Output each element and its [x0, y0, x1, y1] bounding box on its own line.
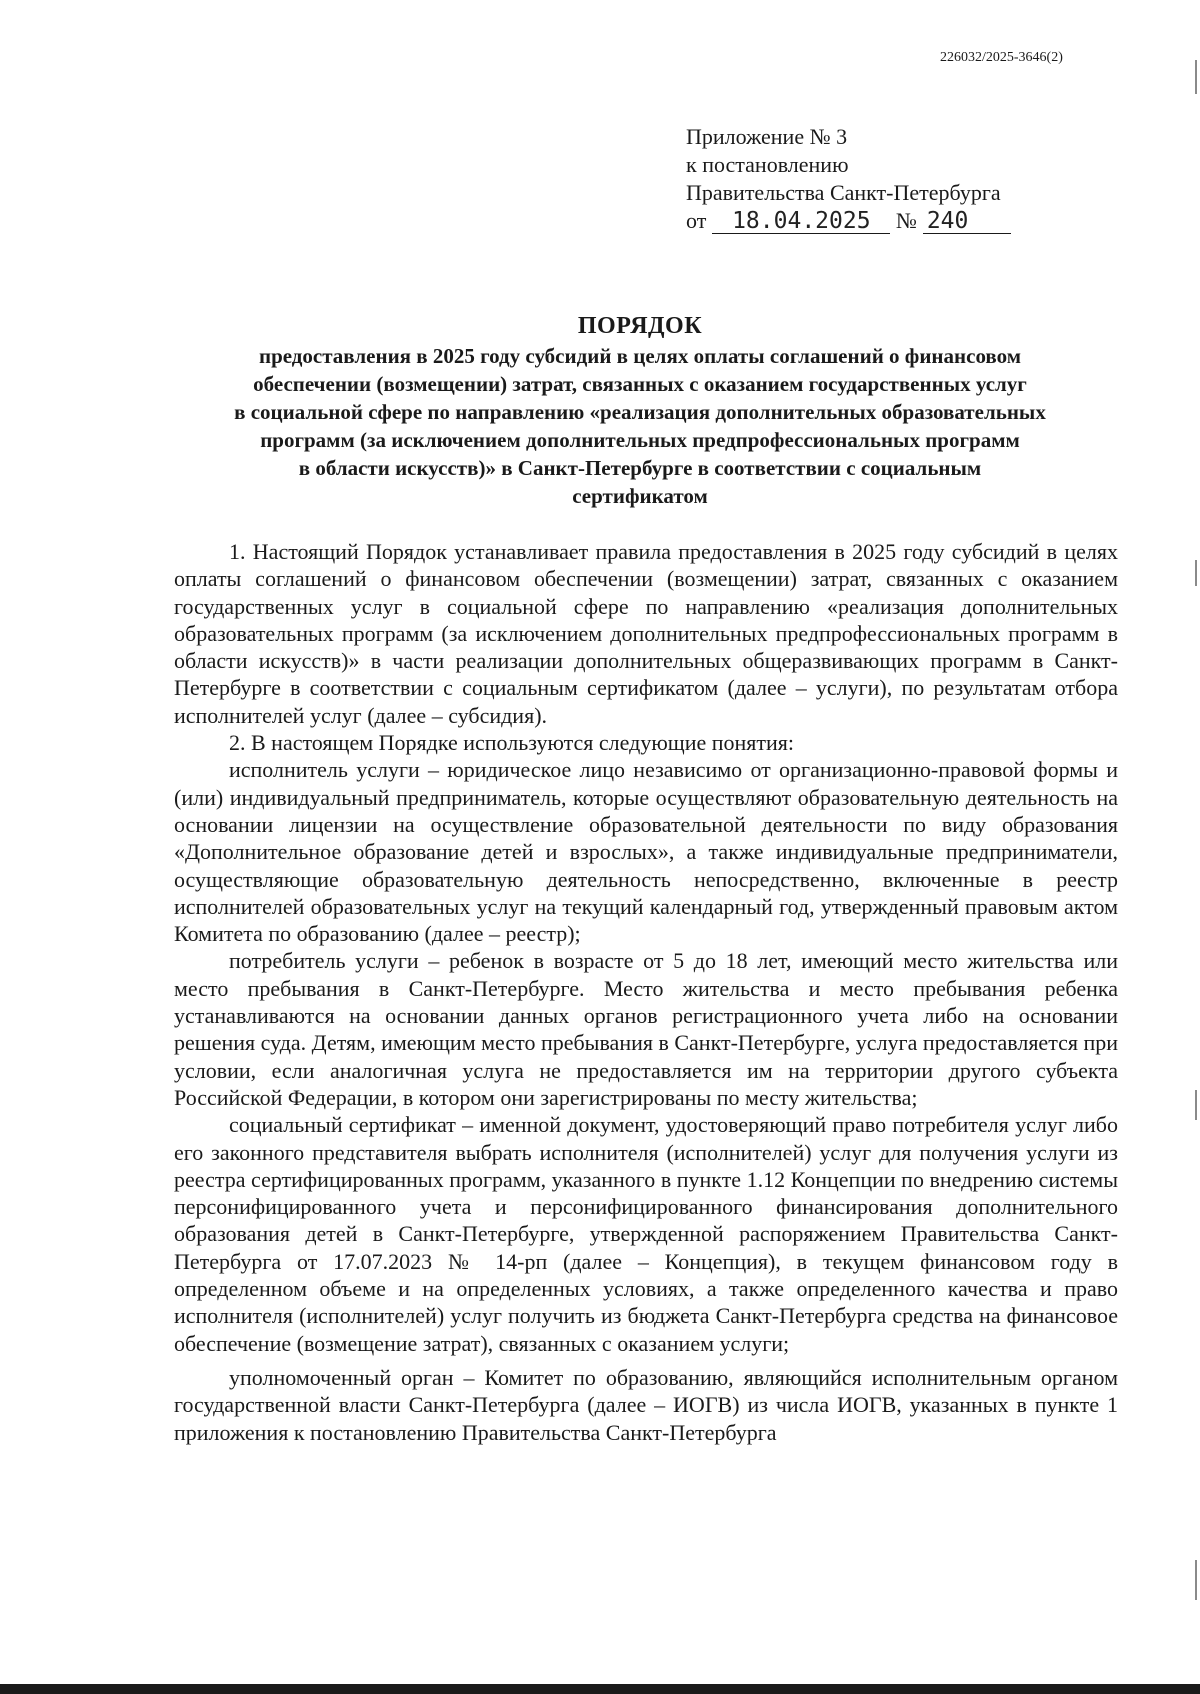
scan-edge-mark: [1195, 60, 1197, 94]
number-prefix: №: [895, 208, 917, 233]
appendix-line: к постановлению: [686, 152, 849, 177]
appendix-line: Приложение № 3: [686, 124, 848, 149]
subtitle-line: сертификатом: [572, 484, 708, 508]
subtitle-line: обеспечении (возмещении) затрат, связанных с оказанием государственных услуг: [253, 372, 1027, 396]
document-body: [174, 538, 1118, 1446]
definition-authority: уполномоченный орган – Комитет по образованию, являющийся исполнительным органом государственной власти Санкт-Петербурга (далее – ИОГВ) из числа ИОГВ, указанных в пункте 1 приложения к постановлению Правительства Санкт-Петербурга: [174, 1364, 1118, 1445]
decree-number: 240: [923, 209, 1011, 234]
appendix-header: [686, 123, 1106, 235]
paragraph-2: 2. В настоящем Порядке используются следующие понятия:: [229, 730, 795, 756]
subtitle-line: в области искусств)» в Санкт-Петербурге в соответствии с социальным: [298, 456, 982, 480]
subtitle-line: в социальной сфере по направлению «реализация дополнительных образовательных: [234, 400, 1046, 424]
decree-date: 18.04.2025: [712, 209, 890, 234]
appendix-date-line: [686, 207, 1106, 235]
definition-consumer: потребитель услуги – ребенок в возрасте от 5 до 18 лет, имеющий место жительства или место пребывания в Санкт-Петербурге. Место жительства и место пребывания ребенка устанавливаются на основании данных органов регистрационного учета либо на основании решения суда. Детям, имеющим место пребывания в Санкт-Петербурге, услуга предоставляется при условии, если аналогичная услуга не предоставляется им на территории другого субъекта Российской Федерации, в котором они зарегистрированы по месту жительства;: [174, 948, 1119, 1110]
paragraph-1: 1. Настоящий Порядок устанавливает правила предоставления в 2025 году субсидий в целях оплаты соглашений о финансовом обеспечении (возмещении) затрат, связанных с оказанием государственных услуг в социальной сфере по направлению «реализация дополнительных образовательных программ (за исключением дополнительных предпрофессиональных программ в области искусств)» в части реализации дополнительных общеразвивающих программ в Санкт-Петербурге в соответствии с социальным сертификатом (далее – услуги), по результатам отбора исполнителей услуг (далее – субсидия).: [174, 539, 1118, 728]
definition-executor: исполнитель услуги – юридическое лицо независимо от организационно-правовой формы и (или) индивидуальный предприниматель, которые осуществляют образовательную деятельность на основании лицензии на осуществление образовательной деятельности по виду образования «Дополнительное образование детей и взрослых», а также индивидуальные предприниматели, осуществляющие образовательную деятельность непосредственно, включенные в реестр исполнителей образовательных услуг на текущий календарный год, утвержденный правовым актом Комитета по образованию (далее – реестр);: [174, 757, 1118, 947]
scan-bottom-edge: [0, 1684, 1200, 1694]
definition-certificate: социальный сертификат – именной документ, удостоверяющий право потребителя услуг либо его законного представителя выбрать исполнителя (исполнителей) услуг для получения услуги из реестра сертифицированных программ, указанного в пункте 1.12 Концепции по внедрению системы персонифицированного учета и персонифицированного финансирования дополнительного образования детей в Санкт-Петербурге, утвержденной распоряжением Правительства Санкт-Петербурга от 17.07.2023 № 14-рп (далее – Концепция), в текущем финансовом году в определенном объеме и на определенных условиях, а также определенного качества и право исполнителя (исполнителей) услуг получить из бюджета Санкт-Петербурга средства на финансовое обеспечение (возмещение затрат), связанных с оказанием услуги;: [174, 1112, 1118, 1356]
scan-edge-mark: [1195, 1090, 1197, 1120]
appendix-line: Правительства Санкт-Петербурга: [686, 180, 1001, 205]
document-title: ПОРЯДОК: [577, 313, 703, 339]
subtitle-line: предоставления в 2025 году субсидий в целях оплаты соглашений о финансовом: [258, 344, 1022, 368]
scan-edge-mark: [1195, 1560, 1197, 1600]
scan-edge-mark: [1195, 560, 1197, 586]
document-subtitle: [160, 342, 1120, 510]
date-prefix: от: [686, 208, 707, 233]
document-id: 226032/2025-3646(2): [940, 50, 1063, 65]
subtitle-line: программ (за исключением дополнительных предпрофессиональных программ: [260, 428, 1020, 452]
